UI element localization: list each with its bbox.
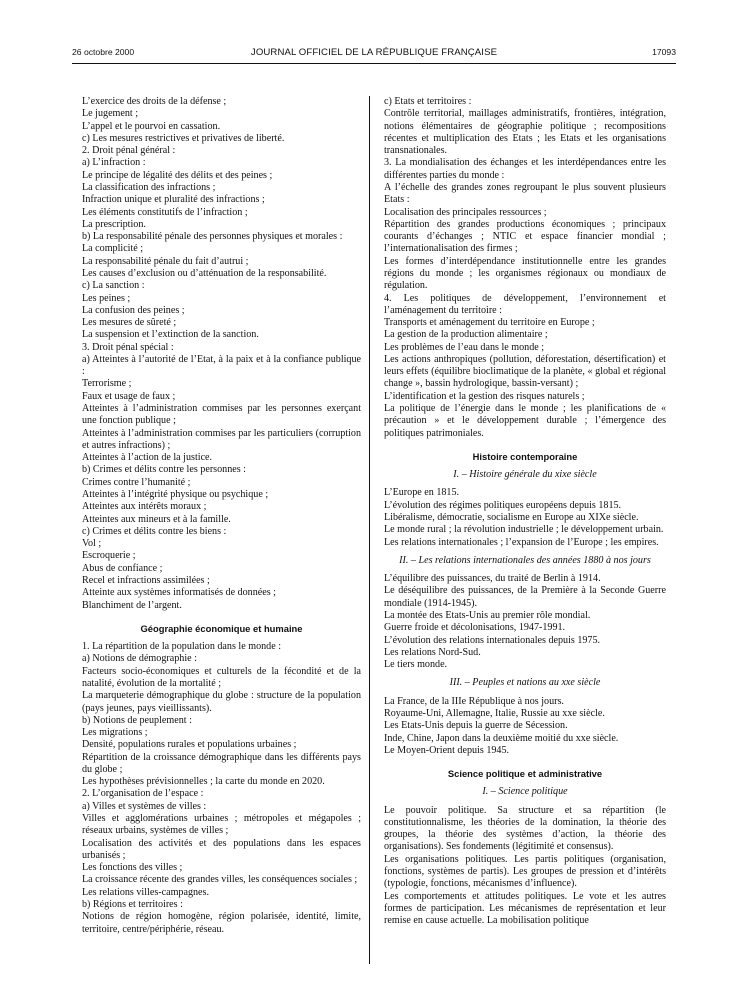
text-line: L’Europe en 1815. — [384, 487, 460, 499]
text-line: Atteintes à l’intégrité physique ou psychique ; — [82, 489, 269, 500]
text-line: Atteintes aux intérêts moraux ; — [82, 501, 207, 513]
text-line: Les causes d’exclusion ou d’atténuation de la responsabilité. — [82, 267, 327, 279]
text-line: 3. Droit pénal spécial : — [82, 341, 174, 353]
text-line: Densité, populations rurales et populations urbaines ; — [82, 739, 297, 751]
text-line: Les formes d’interdépendance institutionnelle entre les grandes régions du monde ; les organismes régionaux ou mondiaux de régulation. — [384, 255, 666, 292]
text-line: b) Crimes et délits contre les personnes : — [82, 464, 246, 476]
text-line: Escroquerie ; — [82, 550, 136, 562]
section-heading: Science politique et administrative — [447, 768, 603, 780]
column-divider — [369, 96, 370, 964]
text-line: Les hypothèses prévisionnelles ; la carte du monde en 2020. — [82, 776, 325, 788]
text-line: Facteurs socio-économiques et culturels de la fécondité et de la natalité, évolution de la mortalité ; — [82, 665, 361, 689]
right-column — [384, 96, 666, 927]
text-line: A l’échelle des grandes zones regroupant le plus souvent plusieurs Etats : — [384, 181, 666, 206]
text-line: Les organisations politiques. Les partis politiques (organisation, fonctions, systèmes de partis). Les groupes de pression et d’intérêts (typologie, fonctions, mécanismes d’influence). — [384, 853, 666, 890]
text-line: Les mesures de sûreté ; — [82, 317, 177, 329]
text-line: Vol ; — [82, 538, 102, 550]
text-line: Atteintes aux mineurs et à la famille. — [82, 513, 231, 525]
text-line: Localisation des principales ressources ; — [384, 206, 547, 218]
text-line: c) Etats et territoires : — [384, 96, 472, 107]
text-line: Les fonctions des villes ; — [82, 862, 183, 874]
text-line: c) Les mesures restrictives et privatives de liberté. — [82, 132, 285, 144]
text-line: Royaume-Uni, Allemagne, Italie, Russie au xxe siècle. — [384, 707, 605, 719]
text-line: Atteintes à l’administration commises par les personnes exerçant une fonction publique ; — [82, 403, 361, 427]
text-line: Les migrations ; — [82, 727, 148, 739]
section-heading: Histoire contemporaine — [472, 450, 578, 462]
subsection-heading: I. – Histoire générale du xixe siècle — [453, 469, 597, 481]
text-line: Transports et aménagement du territoire en Europe ; — [384, 317, 595, 329]
subsection-heading: III. – Peuples et nations au xxe siècle — [449, 677, 601, 689]
text-line: L’identification et la gestion des risques naturels ; — [384, 390, 585, 402]
text-line: Les peines ; — [82, 292, 131, 304]
text-line: 1. La répartition de la population dans le monde : — [82, 641, 282, 653]
text-line: L’évolution des régimes politiques européens depuis 1815. — [384, 499, 622, 511]
text-line: Atteintes à l’administration commises par les particuliers (corruption et autres infractions) ; — [82, 427, 361, 451]
text-line: Répartition des grandes productions économiques ; principaux courants d’échanges ; NTIC et espace financier mondial ; l’internationalisation des firmes ; — [384, 218, 666, 255]
text-line: Les comportements et attitudes politiques. Le vote et les autres formes de participation. Les mécanismes de représentation et leur remise en cause actuelle. La mobilisation politique — [384, 890, 666, 927]
text-line: L’équilibre des puissances, du traité de Berlin à 1914. — [384, 573, 601, 585]
journal-title: JOURNAL OFFICIEL DE LA RÉPUBLIQUE FRANÇAISE — [250, 47, 498, 58]
issue-date: 26 octobre 2000 — [72, 47, 135, 57]
text-line: La croissance récente des grandes villes, les conséquences sociales ; — [82, 874, 358, 886]
text-line: Libéralisme, démocratie, socialisme en Europe au XIXe siècle. — [384, 512, 639, 523]
text-line: 4. Les politiques de développement, l’environnement et l’aménagement du territoire : — [384, 292, 666, 316]
text-line: Le jugement ; — [82, 108, 139, 120]
text-line: Villes et agglomérations urbaines ; métropoles et mégapoles ; réseaux urbains, systèmes de villes ; — [82, 813, 361, 837]
text-line: Les éléments constitutifs de l’infraction ; — [82, 206, 248, 218]
text-line: Crimes contre l’humanité ; — [82, 476, 191, 488]
text-line: La responsabilité pénale du fait d’autrui ; — [82, 255, 249, 267]
text-line: b) Régions et territoires : — [82, 899, 183, 910]
page-header — [72, 47, 676, 61]
left-column — [82, 96, 361, 936]
text-line: Inde, Chine, Japon dans la deuxième moitié du xxe siècle. — [384, 732, 619, 744]
text-line: La confusion des peines ; — [82, 304, 185, 316]
text-line: Notions de région homogène, région polarisée, identité, limite, territoire, centre/périphérie, réseau. — [82, 911, 361, 935]
text-line: Blanchiment de l’argent. — [82, 599, 182, 611]
text-line: Répartition de la croissance démographique dans les différents pays du globe ; — [82, 751, 361, 775]
text-line: Les Etats-Unis depuis la guerre de Sécession. — [384, 720, 568, 732]
text-line: Le principe de légalité des délits et des peines ; — [82, 169, 273, 181]
text-line: 2. L’organisation de l’espace : — [82, 788, 204, 800]
text-line: Terrorisme ; — [82, 378, 132, 390]
text-line: L’exercice des droits de la défense ; — [82, 96, 227, 107]
text-line: Les relations Nord-Sud. — [384, 646, 481, 658]
text-line: L’évolution des relations internationales depuis 1975. — [384, 634, 601, 646]
text-line: Infraction unique et pluralité des infractions ; — [82, 194, 265, 206]
text-line: b) Notions de peuplement : — [82, 714, 192, 726]
text-line: Les actions anthropiques (pollution, déforestation, désertification) et leurs effets (équilibre bioclimatique de la planète, « global et régional change », bassin hydrologique, bassin-versant) ; — [384, 353, 666, 390]
text-line: 3. La mondialisation des échanges et les interdépendances entre les différentes parties du monde : — [384, 157, 666, 181]
text-line: La marqueterie démographique du globe : structure de la population (pays jeunes, pays vieillissants). — [82, 690, 361, 714]
text-line: La classification des infractions ; — [82, 181, 216, 193]
text-line: Le déséquilibre des puissances, de la Première à la Seconde Guerre mondiale (1914-1945). — [384, 585, 666, 609]
text-line: a) Notions de démographie : — [82, 653, 197, 665]
text-line: a) Atteintes à l’autorité de l’Etat, à la paix et à la confiance publique : — [82, 353, 361, 378]
text-line: 2. Droit pénal général : — [82, 145, 176, 157]
text-line: Les relations internationales ; l’expansion de l’Europe ; les empires. — [384, 536, 659, 548]
text-line: a) Villes et systèmes de villes : — [82, 800, 207, 812]
text-line: Les problèmes de l’eau dans le monde ; — [384, 341, 545, 353]
text-line: La France, de la IIIe République à nos jours. — [384, 695, 564, 707]
text-line: Le tiers monde. — [384, 659, 448, 671]
text-line: L’appel et le pourvoi en cassation. — [82, 120, 221, 132]
text-line: La prescription. — [82, 218, 146, 230]
text-line: Le monde rural ; la révolution industrielle ; le développement urbain. — [384, 524, 664, 536]
text-line: La montée des Etats-Unis au premier rôle mondial. — [384, 609, 591, 621]
text-line: Contrôle territorial, maillages administratifs, frontières, intégration, notions élémentaires de géographie politique ; recompositions récentes et multiplication des Etats ; les Etats et les organisations transnationales. — [384, 108, 666, 157]
text-line: Faux et usage de faux ; — [82, 390, 176, 402]
section-heading: Géographie économique et humaine — [140, 622, 303, 634]
text-line: La suspension et l’extinction de la sanction. — [82, 329, 259, 341]
text-line: c) Crimes et délits contre les biens : — [82, 525, 227, 537]
text-line: Recel et infractions assimilées ; — [82, 574, 210, 586]
subsection-heading: II. – Les relations internationales des années 1880 à nos jours — [399, 554, 651, 566]
text-line: Guerre froide et décolonisations, 1947-1991. — [384, 622, 566, 634]
text-line: b) La responsabilité pénale des personnes physiques et morales : — [82, 231, 343, 243]
text-line: La gestion de la production alimentaire ; — [384, 329, 548, 341]
text-line: La complicité ; — [82, 243, 144, 255]
text-line: Le pouvoir politique. Sa structure et sa répartition (le constitutionnalisme, les théories de la domination, la théorie des groupes, la théorie des systèmes d’action, la théorie des organisations). Ses fondements (légitimité et consensus). — [384, 804, 666, 853]
text-line: Abus de confiance ; — [82, 562, 163, 574]
text-line: Les relations villes-campagnes. — [82, 886, 209, 898]
text-line: Localisation des activités et des populations dans les espaces urbanisés ; — [82, 837, 361, 861]
text-line: Atteinte aux systèmes informatisés de données ; — [82, 587, 276, 599]
text-line: Atteintes à l’action de la justice. — [82, 452, 213, 464]
subsection-heading: I. – Science politique — [482, 786, 568, 798]
text-line: La politique de l’énergie dans le monde ; les planifications de « précaution » et le développement durable ; l’émergence des politiques patrimoniales. — [384, 403, 666, 439]
text-line: a) L’infraction : — [82, 157, 146, 169]
text-line: c) La sanction : — [82, 280, 145, 292]
page-number: 17093 — [652, 47, 676, 57]
header-rule — [72, 63, 676, 64]
text-line: Le Moyen-Orient depuis 1945. — [384, 744, 510, 756]
